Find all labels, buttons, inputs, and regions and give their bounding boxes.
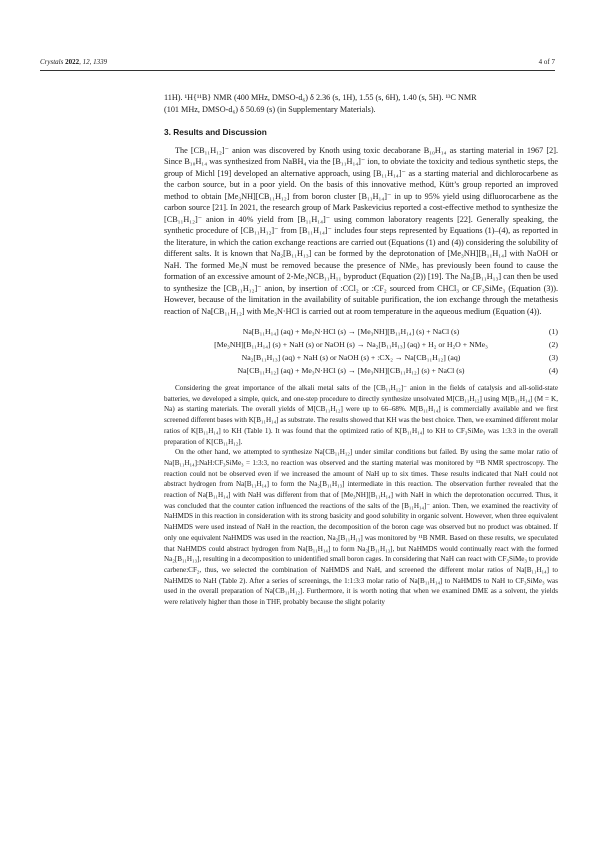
equation-1: [164, 325, 558, 338]
equation-number: (4): [548, 366, 558, 375]
journal-name: Crystals: [40, 58, 64, 66]
equation-text: [Me₃NH][B₁₁H₁₄] (s) + NaH (s) or NaOH (s) → Na₂[B₁₁H₁₃] (aq) + H₂ or H₂O + NMe₃: [214, 340, 488, 349]
paragraph-3: On the other hand, we attempted to synthesize Na[CB₁₁H₁₂] under similar conditions but failed. By using the same molar ratio of Na[B₁₁H₁₄]:NaH:CF₃SiMe₃ = 1:3:3, no reaction was observed and the starting material was monitored by ¹¹B NMR spectroscopy. The reaction could not be observed even if we increased the amount of NaH up to six times. These results indicated that NaH could not abstract hydrogen from Na[B₁₁H₁₄] to form the Na₂[B₁₁H₁₃] intermediate in this reaction. The observation further revealed that the reaction of Na[B₁₁H₁₄] with NaH was different from that of [Me₃NH][B₁₁H₁₄] with NaH in which the deprotonation occurred. Thus, it was concluded that the counter cation influenced the reactions of the salts of the [B₁₁H₁₄]⁻ anion. Then, we examined the reactivity of NaHMDS in this reaction in consideration with its strong basicity and good solubility in organic solvent. However, when three equivalent NaHMDS were used instead of NaH in the reaction, the decomposition of the boron cage was observed but no product was obtained. If only one equivalent NaHMDS was used in the reaction, Na₂[B₁₁H₁₃] was monitored by ¹¹B NMR. Based on these results, we speculated that NaHMDS could abstract hydrogen from Na[B₁₁H₁₄] to form Na₂[B₁₁H₁₃], but NaHMDS would continually react with the formed Na₂[B₁₁H₁₃], resulting in a decomposition to unidentified small boron cages. In considering that NaH can react with CF₃SiMe₃ to provide carbene:CF₂, thus, we selected the combination of NaHMDS and NaH, and screened the different molar ratios of Na[B₁₁H₁₄] to NaHMDS to NaH (Table 2). After a series of screenings, the 1:1:3:3 molar ratio of Na[B₁₁H₁₄] to NaHMDS to NaH to CF₃SiMe₃ was used in the overall preparation of Na[CB₁₁H₁₂]. Furthermore, it is worth noting that when we examined DME as a solvent, the yields were relatively higher than those in THF, probably because the slight polarity: [164, 448, 558, 607]
equation-2: [164, 338, 558, 351]
equation-text: Na₂[B₁₁H₁₃] (aq) + NaH (s) or NaOH (s) + :CX₂ → Na[CB₁₁H₁₂] (aq): [241, 353, 461, 362]
equation-text: Na[CB₁₁H₁₂] (aq) + Me₃N·HCl (s) → [Me₃NH][CB₁₁H₁₂] (s) + NaCl (s): [237, 366, 465, 375]
header-rule: [40, 70, 555, 71]
equation-block: [164, 325, 558, 377]
equation-text: Na[B₁₁H₁₄] (aq) + Me₃N·HCl (s) → [Me₃NH][B₁₁H₁₄] (s) + NaCl (s): [242, 327, 460, 336]
equation-number: (3): [548, 353, 558, 362]
equation-number: (2): [548, 340, 558, 349]
main-text: [164, 92, 558, 608]
journal-volume-article: , 12, 1339: [79, 58, 108, 66]
intro-line-2: (101 MHz, DMSO-d₆) δ 50.69 (s) (in Supplementary Materials).: [164, 104, 376, 114]
equation-number: (1): [548, 327, 558, 336]
equation-4: [164, 364, 558, 377]
intro-line-1: 11H). ¹H{¹¹B} NMR (400 MHz, DMSO-d₆) δ 2.36 (s, 1H), 1.55 (s, 6H), 1.40 (s, 5H). ¹³C NMR: [164, 93, 477, 102]
paragraph-2: Considering the great importance of the alkali metal salts of the [CB₁₁H₁₂]⁻ anion in the fields of catalysis and all-solid-state batteries, we developed a simple, quick, and one-step procedure to directly synthesize unsolvated M[CB₁₁H₁₂] using M[B₁₁H₁₄] (M = K, Na) as starting materials. The overall yields of M[CB₁₁H₁₂] were up to 66–68%. M[B₁₁H₁₄] is commercially available and we first screened different bases with K[B₁₁H₁₄] as substrate. The results showed that KH was the best choice. Then, we examined different molar ratios of K[B₁₁H₁₄] to KH (Table 1). It was found that the optimized ratio of K[B₁₁H₁₄] to KH to CF₃SiMe₃ was 1:3:3 in the overall preparation of K[CB₁₁H₁₂].: [164, 384, 558, 446]
section-heading: 3. Results and Discussion: [164, 127, 267, 137]
small-text-block: [164, 383, 558, 608]
journal-citation: [40, 58, 107, 66]
page-number: 4 of 7: [538, 58, 555, 66]
journal-year: 2022: [65, 58, 80, 66]
equation-3: [164, 351, 558, 364]
paragraph-1: The [CB₁₁H₁₂]⁻ anion was discovered by Knoth using toxic decaborane B₁₀H₁₄ as starting material in 1967 [2]. Since B₁₀H₁₄ was synthesized from NaBH₄ via the [B₁₁H₁₄]⁻ ion, to obviate the toxicity and tedious synthetic steps, the group of Michl [19] developed an alternative approach, using [B₁₁H₁₄]⁻ as a starting material and dichlorocarbene as the carbon source, but in a poor yield. On the basis of this innovative method, Kütt’s group reported an improved method to obtain [Me₃NH][CB₁₁H₁₂] from boron cluster [B₁₁H₁₄]⁻ in up to 95% yield using difluorocarbene as the carbon source [21]. In 2021, the research group of Mark Paskevicius reported a cost-effective method to synthesize the [CB₁₁H₁₂]⁻ anion in 40% yield from [B₁₁H₁₄]⁻ using common laboratory reagents [22]. Generally speaking, the synthetic procedure of [CB₁₁H₁₂]⁻ from [B₁₁H₁₄]⁻ includes four steps represented by Equations (1)–(4), as reported in the literature, in which the cation exchange reactions are carried out (Equations (1) and (4)) considering the solubility of different salts. It is known that Na₂[B₁₁H₁₃] can be formed by the deprotonation of [Me₃NH][B₁₁H₁₄] with NaOH or NaH. The formed Me₃N must be removed because the presence of NMe₃ has previously been found to cause the formation of an excessive amount of 2-Me₃NCB₁₁H₁₁ byproduct (Equation (2)) [19]. The Na₂[B₁₁H₁₃] can then be used to synthesize the [CB₁₁H₁₂]⁻ anion, by insertion of :CCl₂ or :CF₂ sourced from CHCl₃ or CF₃SiMe₃ (Equation (3)). However, because of the limitation in the availability of suitable purification, the ion exchange through the metathesis reaction of Na[CB₁₁H₁₂] with Me₃N·HCl is carried out at room temperature in the aqueous medium (Equation (4)).: [164, 145, 558, 316]
